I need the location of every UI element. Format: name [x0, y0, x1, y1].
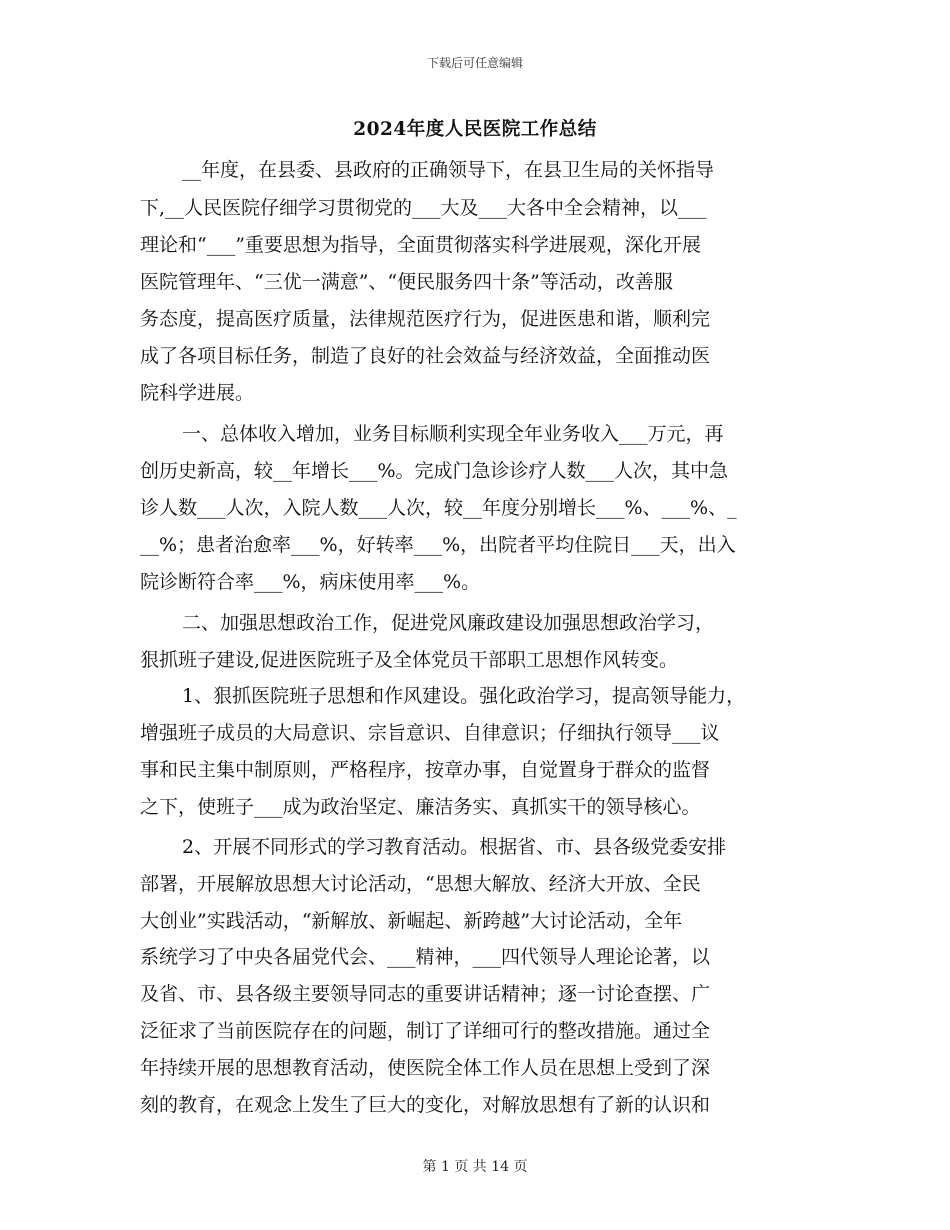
- body-line: [0, 416, 950, 452]
- body-line-text: 务态度，提高医疗质量，法律规范医疗行为，促进医患和谐，顺利完: [140, 308, 711, 330]
- body-line-text: 大创业”实践活动，“新解放、新崛起、新跨越”大讨论活动，全年: [140, 910, 683, 932]
- body-line-text: 理论和“___”重要思想为指导，全面贯彻落实科学进展观，深化开展: [140, 234, 701, 256]
- body-line-text: 诊人数___人次，入院人数___人次，较__年度分别增长___%、___%、_: [140, 497, 737, 519]
- body-line: [0, 789, 950, 825]
- body-line-text: 及省、市、县各级主要领导同志的重要讲话精神；逐一讨论查摆、广: [140, 983, 711, 1005]
- body-line: [0, 453, 950, 489]
- body-line: [0, 903, 950, 939]
- body-line-text: 之下，使班子___成为政治坚定、廉洁务实、真抓实干的领导核心。: [140, 796, 701, 818]
- body-line: [0, 227, 950, 263]
- body-line: [0, 264, 950, 300]
- body-line-text: 院诊断符合率___%，病床使用率___%。: [140, 571, 481, 593]
- body-line-text: 刻的教育，在观念上发生了巨大的变化，对解放思想有了新的认识和: [140, 1094, 711, 1116]
- body-line-text: 部署，开展解放思想大讨论活动，“思想大解放、经济大开放、全民: [140, 873, 701, 895]
- body-line: [0, 866, 950, 902]
- body-line-text: 增强班子成员的大局意识、宗旨意识、自律意识；仔细执行领导___议: [140, 722, 720, 744]
- body-line-text: 系统学习了中央各届党代会、___精神，___四代领导人理论论著，以: [140, 946, 711, 968]
- body-line: [0, 642, 950, 678]
- body-line: [0, 190, 950, 226]
- body-line-text: 下,__人民医院仔细学习贯彻党的___大及___大各中全会精神，以___: [140, 197, 707, 219]
- body-line: [0, 715, 950, 751]
- body-line-text: 狠抓班子建设,促进医院班子及全体党员干部职工思想作风转变。: [140, 649, 679, 671]
- body-line-text: 医院管理年、“三优一满意”、“便民服务四十条”等活动，改善服: [140, 271, 673, 293]
- body-line: [0, 1013, 950, 1049]
- body-line: [0, 338, 950, 374]
- body-line: [0, 375, 950, 411]
- page-footer: 第 1 页 共 14 页: [422, 1159, 528, 1175]
- body-line: [0, 752, 950, 788]
- body-line: [0, 939, 950, 975]
- body-line: [0, 976, 950, 1012]
- body-line: [0, 301, 950, 337]
- body-line-text: 2、开展不同形式的学习教育活动。根据省、市、县各级党委安排: [182, 836, 727, 858]
- body-line: [0, 1050, 950, 1086]
- body-line-text: __年度，在县委、县政府的正确领导下，在县卫生局的关怀指导: [182, 159, 715, 181]
- body-line: [0, 678, 950, 714]
- body-line-text: 二、加强思想政治工作，促进党风廉政建设加强思想政治学习，: [182, 612, 715, 634]
- page-header: 下载后可任意编辑: [426, 56, 523, 70]
- body-line-text: 一、总体收入增加，业务目标顺利实现全年业务收入___万元，再: [182, 423, 724, 445]
- body-line: [0, 564, 950, 600]
- body-line-text: 事和民主集中制原则，严格程序，按章办事，自觉置身于群众的监督: [140, 759, 711, 781]
- body-line: [0, 829, 950, 865]
- body-line-text: __%；患者治愈率___%，好转率___%，出院者平均住院日___天，出入: [140, 534, 736, 556]
- body-line-text: 泛征求了当前医院存在的问题，制订了详细可行的整改措施。通过全: [140, 1020, 711, 1042]
- body-line-text: 1、狠抓医院班子思想和作风建设。强化政治学习，提高领导能力，: [182, 685, 746, 707]
- body-line-text: 院科学进展。: [140, 382, 255, 404]
- body-line: [0, 527, 950, 563]
- body-line: [0, 605, 950, 641]
- document-title: 2024年度人民医院工作总结: [353, 119, 597, 140]
- body-line: [0, 152, 950, 188]
- body-line-text: 年持续开展的思想教育活动，使医院全体工作人员在思想上受到了深: [140, 1057, 711, 1079]
- body-line: [0, 1087, 950, 1123]
- body-line: [0, 490, 950, 526]
- body-line-text: 创历史新高，较__年增长___%。完成门急诊诊疗人数___人次，其中急: [140, 460, 729, 482]
- body-line-text: 成了各项目标任务，制造了良好的社会效益与经济效益，全面推动医: [140, 345, 711, 367]
